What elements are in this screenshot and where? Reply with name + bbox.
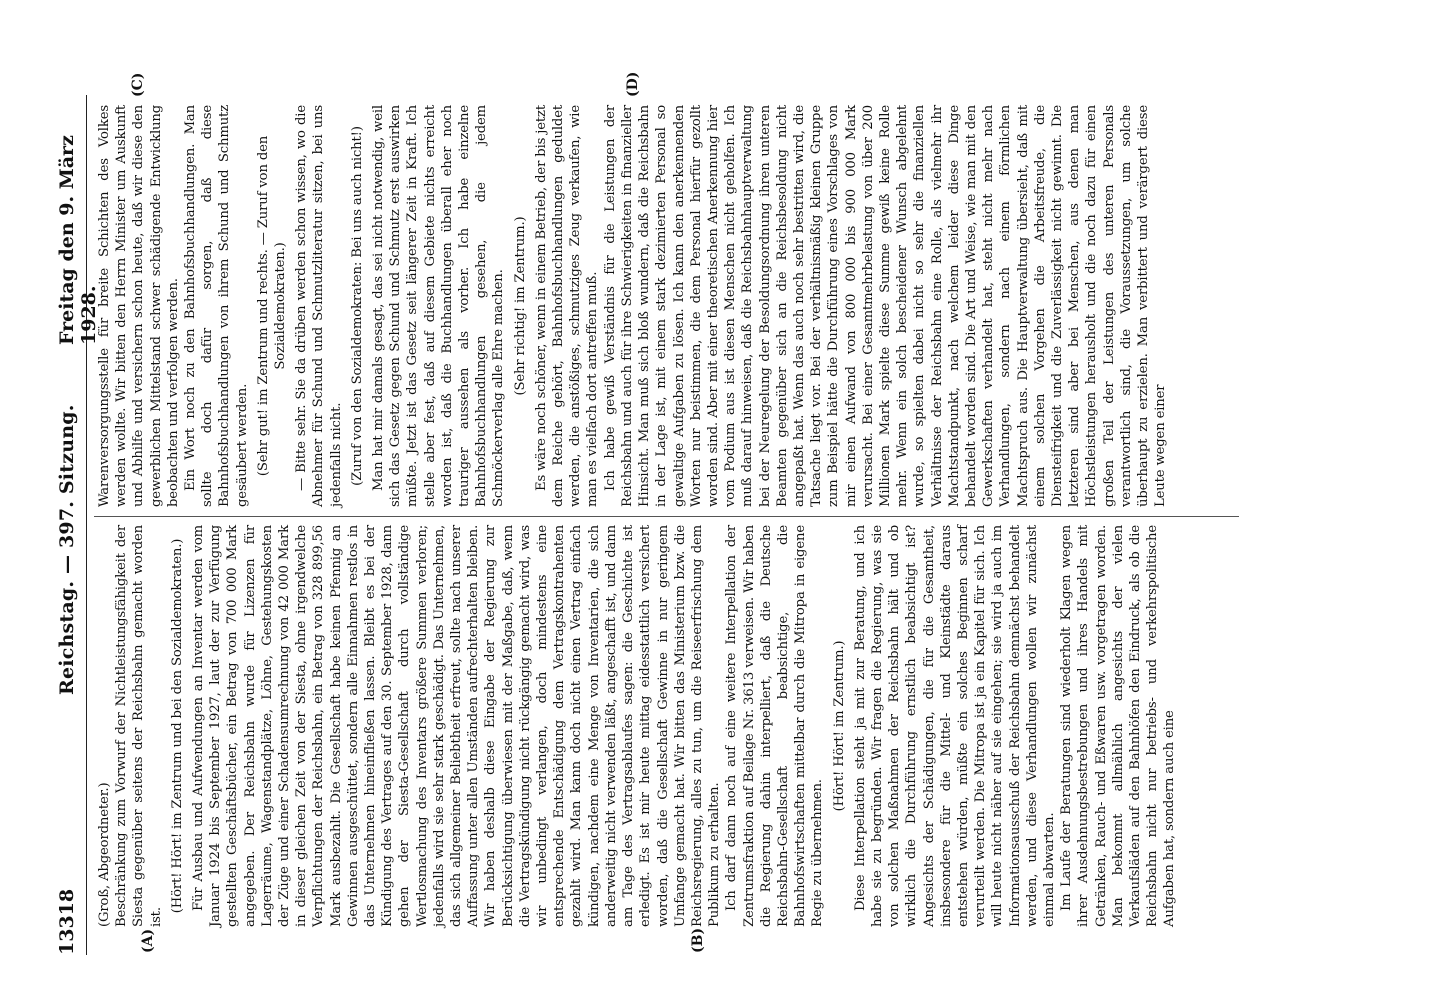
left-column-paragraph: (Hört! Hört! im Zentrum und bei den Sozialdemokraten.) [169, 538, 185, 914]
column-divider [94, 516, 1239, 517]
margin-marker-a: (A) [140, 928, 156, 953]
page-header [50, 95, 100, 955]
header-date: Freitag den 9. März 1928. [56, 135, 100, 345]
page-number: 13318 [56, 888, 78, 955]
left-column-paragraph: Diese Interpellation steht ja mit zur Beratung, und ich habe sie zu begründen. Wir fragen die Regierung, was sie von solchen Maßnahmen der Reichsbahn hält und ob wirklich die Durchführung ernstlich beabsichtigt ist? Angesichts der Schädigungen, die für die Gesamtheit, insbesondere für die Mittel- und Kleinstädte daraus entstehen würden, müßte ein solches Beginnen scharf verurteilt werden. Die Mitropa ist ja ein Kapitel für sich. Ich will heute nicht näher auf sie eingehen; sie wird ja auch im Informationsausschuß der Reichsbahn demnächst behandelt werden, und diese Verhandlungen wollen wir zunächst einmal abwarten. [852, 525, 1057, 927]
rotated-page [50, 71, 1250, 955]
left-column-paragraph: (Groß, Abgeordneter.) [97, 782, 112, 927]
right-column-paragraph: (Sehr gut! im Zentrum und rechts. — Zuruf von den Sozialdemokraten.) [255, 135, 289, 477]
left-column-paragraph: Beschränkung zum Vorwurf der Nichtleistungsfähigkeit der Siesta gegenüber seitens der Reichsbahn gemacht worden ist. [114, 525, 164, 927]
right-column-paragraph: (Zuruf von den Sozialdemokraten: Bei uns auch nicht!) [349, 126, 365, 486]
right-column-paragraph: (Sehr richtig! im Zentrum.) [512, 216, 528, 396]
right-column-paragraph: Es wäre noch schöner, wenn in einem Betrieb, der bis jetzt dem Reiche gehört, Bahnhofsbuchhandlungen geduldet werden, die anstößiges, schmutziges Zeug verkaufen, wie man es vielfach dort antreffen muß. [533, 105, 601, 507]
left-column-paragraph: Ich darf dann noch auf eine weitere Interpellation der Zentrumsfraktion auf Beilage Nr. 3613 verweisen. Wir haben die Regierung dahin interpelliert, daß die Deutsche Reichsbahn-Gesellschaft beabsichtige, die Bahnhofswirtschaften mittelbar durch die Mitropa in eigene Regie zu übernehmen. [724, 525, 826, 927]
right-column [96, 105, 1169, 507]
margin-marker-b: (B) [690, 927, 706, 953]
left-column-paragraph: Für Ausbau und Aufwendungen an Inventar werden vom Januar 1924 bis September 1927, laut der zur Verfügung gestellten Geschäftsbücher, ein Betrag von 700 000 Mark angegeben. Der Reichsbahn wurde für Lizenzen für Lagerräume, Wagenstandplätze, Löhne, Gestehungskosten der Züge und einer Schadensumrechnung von 42 000 Mark in dieser gleichen Zeit von der Siesta, ohne irgendwelche Verpflichtungen der Reichsbahn, ein Betrag von 328 899,56 Mark ausbezahlt. Die Gesellschaft habe keinen Pfennig an Gewinnen ausgeschüttet, sondern alle Einnahmen restlos in das Unternehmen hineinfließen lassen. Bleibt es bei der Kündigung des Vertrages auf den 30. September 1928, dann gehen der Siesta-Gesellschaft durch vollständige Wertlosmachung des Inventars größere Summen verloren; jedenfalls wird sie sehr stark geschädigt. Das Unternehmen, das sich allgemeiner Beliebtheit erfreut, sollte nach unserer Auffassung unter allen Umständen aufrechterhalten bleiben. Wir haben deshalb diese Eingabe der Regierung zur Berücksichtigung überwiesen mit der Maßgabe, daß, wenn die Vertragskündigung nicht rückgängig gemacht wird, was wir unbedingt verlangen, doch mindestens eine entsprechende Entschädigung dem Vertragskontrahenten gezahlt wird. Man kann doch nicht einen Vertrag einfach kündigen, nachdem eine Menge von Inventarien, die sich anderweitig nicht verwenden läßt, angeschafft ist, und dann am Tage des Vertragsablaufes sagen: die Geschichte ist erledigt. Es ist mir heute mittag eidesstattlich versichert worden, daß die Gesellschaft Gewinne in nur geringem Umfange gemacht hat. Wir bitten das Ministerium bzw. die Reichsregierung, alles zu tun, um die Reiseerfrischung dem Publikum zu erhalten. [191, 525, 723, 927]
right-column-paragraph: Man hat mir damals gesagt, das sei nicht notwendig, weil sich das Gesetz gegen Schund und Schmutz erst auswirken müßte. Jetzt ist das Gesetz seit längerer Zeit in Kraft. Ich stelle aber fest, daß auf diesem Gebiete nichts erreicht worden ist, daß die Buchhandlungen überall eher noch trauriger aussehen als vorher. Ich habe einzelne Bahnhofsbuchhandlungen gesehen, die jedem Schmöckerverlag alle Ehre machen. [371, 105, 507, 507]
margin-marker-d: (D) [625, 71, 641, 97]
left-column [96, 525, 1179, 927]
right-column-paragraph: Warenversorgungsstelle für breite Schichten des Volkes werden wollte. Wir bitten den Herrn Minister um Auskunft und Abhilfe und versichern schon heute, daß wir diese den gewerblichen Mittelstand schwer schädigende Entwicklung beobachten und verfolgen werden. [97, 105, 181, 507]
digitization-credit [1418, 8, 1434, 998]
right-column-paragraph: Ein Wort noch zu den Bahnhofsbuchhandlungen. Man sollte doch dafür sorgen, daß diese Bahnhofsbuchhandlungen von ihrem Schund und Schmutz gesäubert werden. [183, 105, 250, 507]
right-column-paragraph: Ich habe gewiß Verständnis für die Leistungen der Reichsbahn und auch für ihre Schwierigkeiten in finanzieller Hinsicht. Man muß sich bloß wundern, daß die Reichsbahn in der Lage ist, mit einem stark dezimierten Personal so gewaltige Aufgaben zu lösen. Ich kann den anerkennenden Worten nur beistimmen, die dem Personal hierfür gezollt worden sind. Aber mit einer theoretischen Anerkennung hier vom Podium aus ist diesen Menschen nicht geholfen. Ich muß darauf hinweisen, daß die Reichsbahnhauptverwaltung bei der Neuregelung der Besoldungsordnung ihren unteren Beamten gegenüber sich an die Reichsbesoldung nicht angepaßt hat. Wenn das auch noch sehr bestritten wird, die Tatsache liegt vor. Bei der verhältnismäßig kleinen Gruppe zum Beispiel hätte die Durchführung eines Vorschlages von mir einen Aufwand von 800 000 bis 900 000 Mark verursacht. Bei einer Gesamtmehrbelastung von über 200 Millionen Mark spielte diese Summe gewiß keine Rolle mehr. Wenn ein solch bescheidener Wunsch abgelehnt wurde, so spielten dabei nicht so sehr die finanziellen Verhältnisse der Reichsbahn eine Rolle, als vielmehr ihr Machtstandpunkt, nach welchem leider diese Dinge behandelt worden sind. Die Art und Weise, wie man mit den Gewerkschaften verhandelt hat, steht nicht mehr nach Verhandlungen, sondern nach einem förmlichen Machtspruch aus. Die Hauptverwaltung übersieht, daß mit einem solchen Vorgehen die Arbeitsfreude, die Diensteifrigkeit und die Zuverlässigkeit nicht gewinnt. Die letzteren sind aber bei Menschen, aus denen man Höchstleistungen herausholt und die noch dazu für einen großen Teil der Leistungen des unteren Personals verantwortlich sind, die Voraussetzungen, um solche überhaupt zu erzielen. Man verbittert und verärgert diese Leute wegen einer [602, 105, 1169, 507]
margin-marker-c: (C) [130, 72, 146, 97]
left-column-paragraph: Im Laufe der Beratungen sind wiederholt Klagen wegen ihrer Ausdehnungsbestrebungen und ihres Handels mit Getränken, Rauch- und Eßwaren usw. vorgetragen worden. Man bekommt allmählich angesichts der vielen Verkaufsläden auf den Bahnhöfen den Eindruck, als ob die Reichsbahn nicht nur betriebs- und verkehrspolitische Aufgaben hat, sondern auch eine [1059, 525, 1178, 927]
header-title: Reichstag. — 397. Sitzung. [56, 404, 78, 695]
right-column-paragraph: — Bitte sehr. Sie da drüben werden schon wissen, wo die Abnehmer für Schund und Schmutzliteratur sitzen, bei uns jedenfalls nicht. [294, 105, 344, 507]
left-column-paragraph: (Hört! Hört! im Zentrum.) [831, 640, 847, 812]
